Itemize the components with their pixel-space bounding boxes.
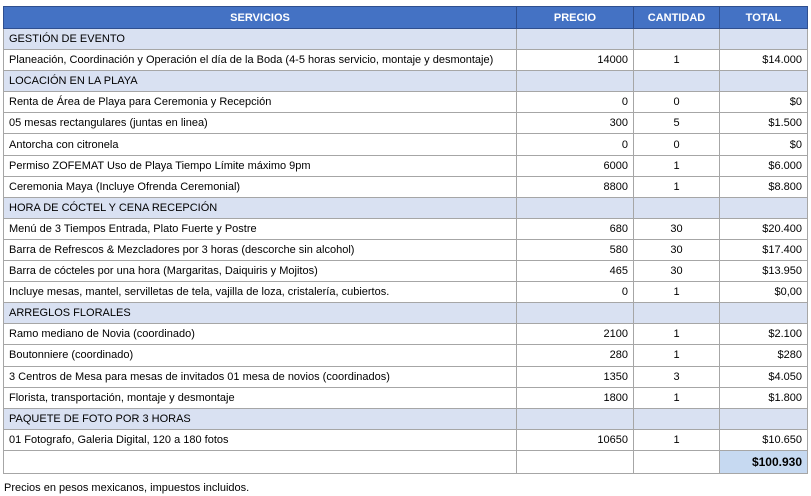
quantity-cell: 30 xyxy=(634,261,720,282)
table-row xyxy=(4,239,808,260)
service-cell: Planeación, Coordinación y Operación el día de la Boda (4-5 horas servicio, montaje y desmontaje) xyxy=(4,50,517,71)
section-qty-empty xyxy=(634,197,720,218)
service-cell: Antorcha con citronela xyxy=(4,134,517,155)
price-cell: 1800 xyxy=(517,387,634,408)
header-total: TOTAL xyxy=(720,7,808,29)
section-qty-empty xyxy=(634,29,720,50)
total-cell: $17.400 xyxy=(720,239,808,260)
table-row xyxy=(4,387,808,408)
quantity-cell: 1 xyxy=(634,50,720,71)
section-price-empty xyxy=(517,303,634,324)
quantity-cell: 1 xyxy=(634,345,720,366)
grand-empty-3 xyxy=(634,450,720,473)
service-cell: 01 Fotografo, Galeria Digital, 120 a 180 fotos xyxy=(4,429,517,450)
quantity-cell: 5 xyxy=(634,113,720,134)
quantity-cell: 1 xyxy=(634,324,720,345)
table-row xyxy=(4,282,808,303)
service-cell: Barra de cócteles por una hora (Margaritas, Daiquiris y Mojitos) xyxy=(4,261,517,282)
price-cell: 680 xyxy=(517,218,634,239)
service-cell: Florista, transportación, montaje y desmontaje xyxy=(4,387,517,408)
service-cell: 3 Centros de Mesa para mesas de invitados 01 mesa de novios (coordinados) xyxy=(4,366,517,387)
price-cell: 0 xyxy=(517,282,634,303)
price-cell: 280 xyxy=(517,345,634,366)
section-qty-empty xyxy=(634,303,720,324)
table-row xyxy=(4,218,808,239)
section-title: ARREGLOS FLORALES xyxy=(4,303,517,324)
section-price-empty xyxy=(517,71,634,92)
quantity-cell: 1 xyxy=(634,429,720,450)
price-cell: 465 xyxy=(517,261,634,282)
section-row xyxy=(4,71,808,92)
price-cell: 580 xyxy=(517,239,634,260)
quantity-cell: 0 xyxy=(634,134,720,155)
quantity-cell: 1 xyxy=(634,176,720,197)
footnote: Precios en pesos mexicanos, impuestos incluidos. xyxy=(4,482,250,494)
price-cell: 10650 xyxy=(517,429,634,450)
service-cell: Renta de Área de Playa para Ceremonia y Recepción xyxy=(4,92,517,113)
grand-empty-1 xyxy=(4,450,517,473)
total-cell: $0 xyxy=(720,92,808,113)
table-row xyxy=(4,261,808,282)
grand-total: $100.930 xyxy=(720,450,808,473)
table-row xyxy=(4,324,808,345)
section-total-empty xyxy=(720,71,808,92)
total-cell: $2.100 xyxy=(720,324,808,345)
total-cell: $20.400 xyxy=(720,218,808,239)
total-cell: $1.800 xyxy=(720,387,808,408)
service-cell: Incluye mesas, mantel, servilletas de tela, vajilla de loza, cristalería, cubiertos. xyxy=(4,282,517,303)
section-total-empty xyxy=(720,29,808,50)
table-row xyxy=(4,176,808,197)
quantity-cell: 30 xyxy=(634,239,720,260)
table-row xyxy=(4,50,808,71)
table-row xyxy=(4,366,808,387)
price-cell: 0 xyxy=(517,134,634,155)
service-cell: Permiso ZOFEMAT Uso de Playa Tiempo Límite máximo 9pm xyxy=(4,155,517,176)
table-row xyxy=(4,92,808,113)
quantity-cell: 0 xyxy=(634,92,720,113)
header-price: PRECIO xyxy=(517,7,634,29)
header-quantity: CANTIDAD xyxy=(634,7,720,29)
table-row xyxy=(4,345,808,366)
quantity-cell: 3 xyxy=(634,366,720,387)
table-row xyxy=(4,134,808,155)
price-cell: 0 xyxy=(517,92,634,113)
price-cell: 300 xyxy=(517,113,634,134)
section-price-empty xyxy=(517,408,634,429)
service-cell: Menú de 3 Tiempos Entrada, Plato Fuerte y Postre xyxy=(4,218,517,239)
service-cell: Barra de Refrescos & Mezcladores por 3 horas (descorche sin alcohol) xyxy=(4,239,517,260)
quantity-cell: 30 xyxy=(634,218,720,239)
section-price-empty xyxy=(517,29,634,50)
price-cell: 14000 xyxy=(517,50,634,71)
total-cell: $8.800 xyxy=(720,176,808,197)
total-cell: $4.050 xyxy=(720,366,808,387)
section-total-empty xyxy=(720,408,808,429)
price-cell: 2100 xyxy=(517,324,634,345)
section-title: PAQUETE DE FOTO POR 3 HORAS xyxy=(4,408,517,429)
table-row xyxy=(4,113,808,134)
section-qty-empty xyxy=(634,408,720,429)
service-cell: Boutonniere (coordinado) xyxy=(4,345,517,366)
section-price-empty xyxy=(517,197,634,218)
header-services: SERVICIOS xyxy=(4,7,517,29)
section-title: HORA DE CÓCTEL Y CENA RECEPCIÓN xyxy=(4,197,517,218)
total-cell: $14.000 xyxy=(720,50,808,71)
table-row xyxy=(4,429,808,450)
section-row xyxy=(4,29,808,50)
total-cell: $6.000 xyxy=(720,155,808,176)
section-title: LOCACIÓN EN LA PLAYA xyxy=(4,71,517,92)
section-row xyxy=(4,303,808,324)
table-body xyxy=(4,29,808,474)
service-cell: Ceremonia Maya (Incluye Ofrenda Ceremonial) xyxy=(4,176,517,197)
quantity-cell: 1 xyxy=(634,387,720,408)
table-row xyxy=(4,155,808,176)
service-cell: Ramo mediano de Novia (coordinado) xyxy=(4,324,517,345)
price-cell: 1350 xyxy=(517,366,634,387)
grand-empty-2 xyxy=(517,450,634,473)
section-total-empty xyxy=(720,197,808,218)
quote-table xyxy=(3,6,808,474)
total-cell: $280 xyxy=(720,345,808,366)
price-cell: 6000 xyxy=(517,155,634,176)
section-row xyxy=(4,197,808,218)
section-title: GESTIÓN DE EVENTO xyxy=(4,29,517,50)
price-cell: 8800 xyxy=(517,176,634,197)
total-cell: $10.650 xyxy=(720,429,808,450)
section-row xyxy=(4,408,808,429)
total-cell: $13.950 xyxy=(720,261,808,282)
service-cell: 05 mesas rectangulares (juntas en linea) xyxy=(4,113,517,134)
grand-total-row xyxy=(4,450,808,473)
section-total-empty xyxy=(720,303,808,324)
total-cell: $0 xyxy=(720,134,808,155)
total-cell: $1.500 xyxy=(720,113,808,134)
total-cell: $0,00 xyxy=(720,282,808,303)
section-qty-empty xyxy=(634,71,720,92)
header-row xyxy=(4,7,808,29)
quantity-cell: 1 xyxy=(634,155,720,176)
quantity-cell: 1 xyxy=(634,282,720,303)
